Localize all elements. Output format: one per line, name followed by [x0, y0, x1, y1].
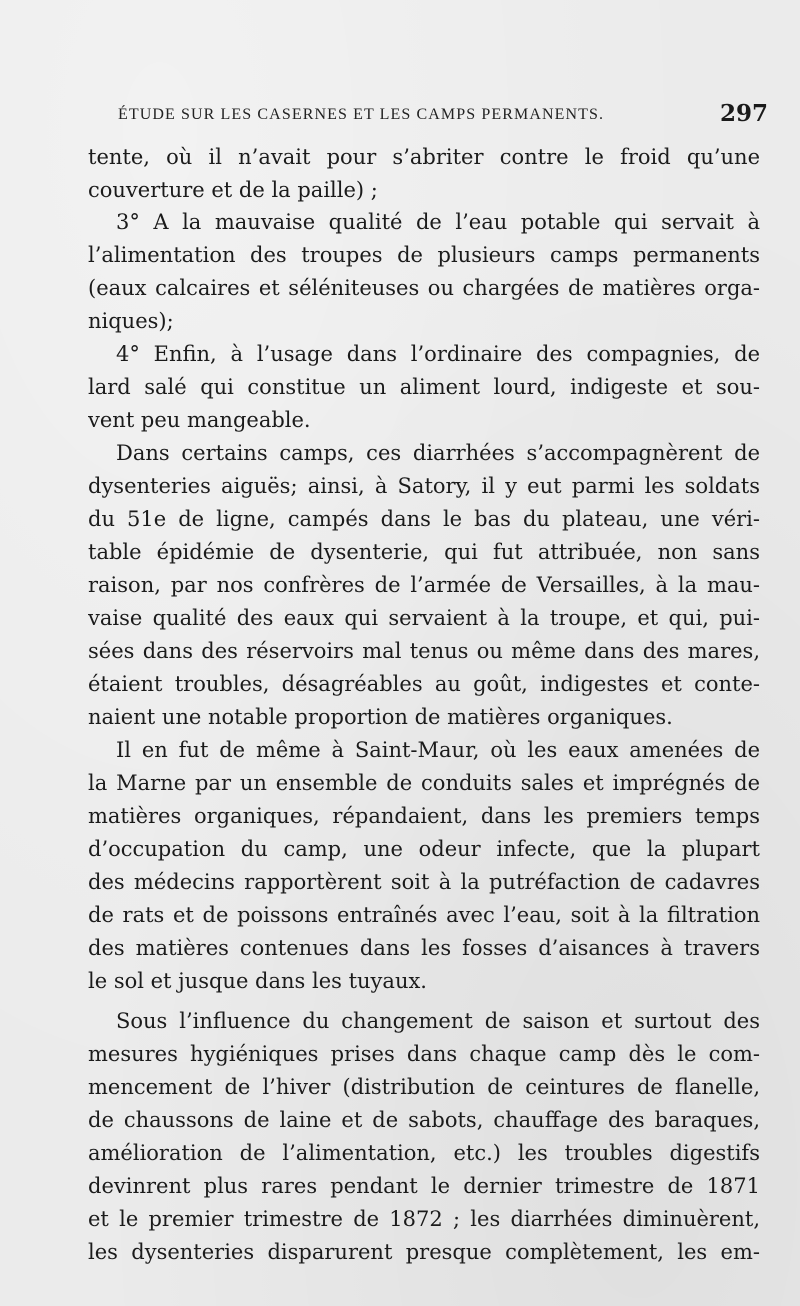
- text-line: 3° A la mauvaise qualité de l’eau potable qui servait à: [116, 210, 760, 234]
- text-line: du 51e de ligne, campés dans le bas du plateau, une véri-: [88, 507, 760, 531]
- text-line: (eaux calcaires et séléniteuses ou chargées de matières orga-: [88, 276, 760, 300]
- page-number: 297: [719, 100, 768, 127]
- text-line: couverture et de la paille) ;: [88, 178, 378, 202]
- text-line: de chaussons de laine et de sabots, chauffage des baraques,: [88, 1108, 760, 1132]
- text-line: naient une notable proportion de matières organiques.: [88, 705, 673, 729]
- text-line: la Marne par un ensemble de conduits sales et imprégnés de: [88, 771, 760, 795]
- text-line: étaient troubles, désagréables au goût, indigestes et conte-: [88, 672, 760, 696]
- text-line: et le premier trimestre de 1872 ; les diarrhées diminuèrent,: [88, 1207, 760, 1231]
- text-line: vaise qualité des eaux qui servaient à la troupe, et qui, pui-: [88, 606, 760, 630]
- text-line: Dans certains camps, ces diarrhées s’accompagnèrent de: [116, 441, 760, 465]
- text-line: sées dans des réservoirs mal tenus ou même dans des mares,: [88, 639, 760, 663]
- text-line: Sous l’influence du changement de saison et surtout des: [116, 1009, 760, 1033]
- text-line: vent peu mangeable.: [88, 408, 311, 432]
- text-line: tente, où il n’avait pour s’abriter contre le froid qu’une: [88, 145, 760, 169]
- text-line: devinrent plus rares pendant le dernier trimestre de 1871: [88, 1174, 760, 1198]
- text-line: des médecins rapportèrent soit à la putréfaction de cadavres: [88, 870, 760, 894]
- text-line: table épidémie de dysenterie, qui fut attribuée, non sans: [88, 540, 760, 564]
- text-line: d’occupation du camp, une odeur infecte, que la plupart: [88, 837, 760, 861]
- text-line: amélioration de l’alimentation, etc.) les troubles digestifs: [88, 1141, 760, 1165]
- text-line: l’alimentation des troupes de plusieurs camps permanents: [88, 243, 760, 267]
- text-line: des matières contenues dans les fosses d’aisances à travers: [88, 936, 760, 960]
- text-line: mencement de l’hiver (distribution de ceintures de flanelle,: [88, 1075, 760, 1099]
- text-line: de rats et de poissons entraînés avec l’eau, soit à la filtration: [88, 903, 760, 927]
- running-title: ÉTUDE SUR LES CASERNES ET LES CAMPS PERMANENTS.: [118, 106, 605, 123]
- running-head: [118, 100, 768, 130]
- text-line: dysenteries aiguës; ainsi, à Satory, il y eut parmi les soldats: [88, 474, 760, 498]
- text-line: niques);: [88, 309, 174, 333]
- text-line: mesures hygiéniques prises dans chaque camp dès le com-: [88, 1042, 760, 1066]
- text-line: matières organiques, répandaient, dans les premiers temps: [88, 804, 760, 828]
- text-line: lard salé qui constitue un aliment lourd, indigeste et sou-: [88, 375, 760, 399]
- text-line: le sol et jusque dans les tuyaux.: [88, 969, 427, 993]
- text-line: 4° Enfin, à l’usage dans l’ordinaire des compagnies, de: [116, 342, 760, 366]
- text-line: Il en fut de même à Saint-Maur, où les eaux amenées de: [116, 738, 760, 762]
- text-line: raison, par nos confrères de l’armée de Versailles, à la mau-: [88, 573, 760, 597]
- text-line: les dysenteries disparurent presque complètement, les em-: [88, 1240, 760, 1264]
